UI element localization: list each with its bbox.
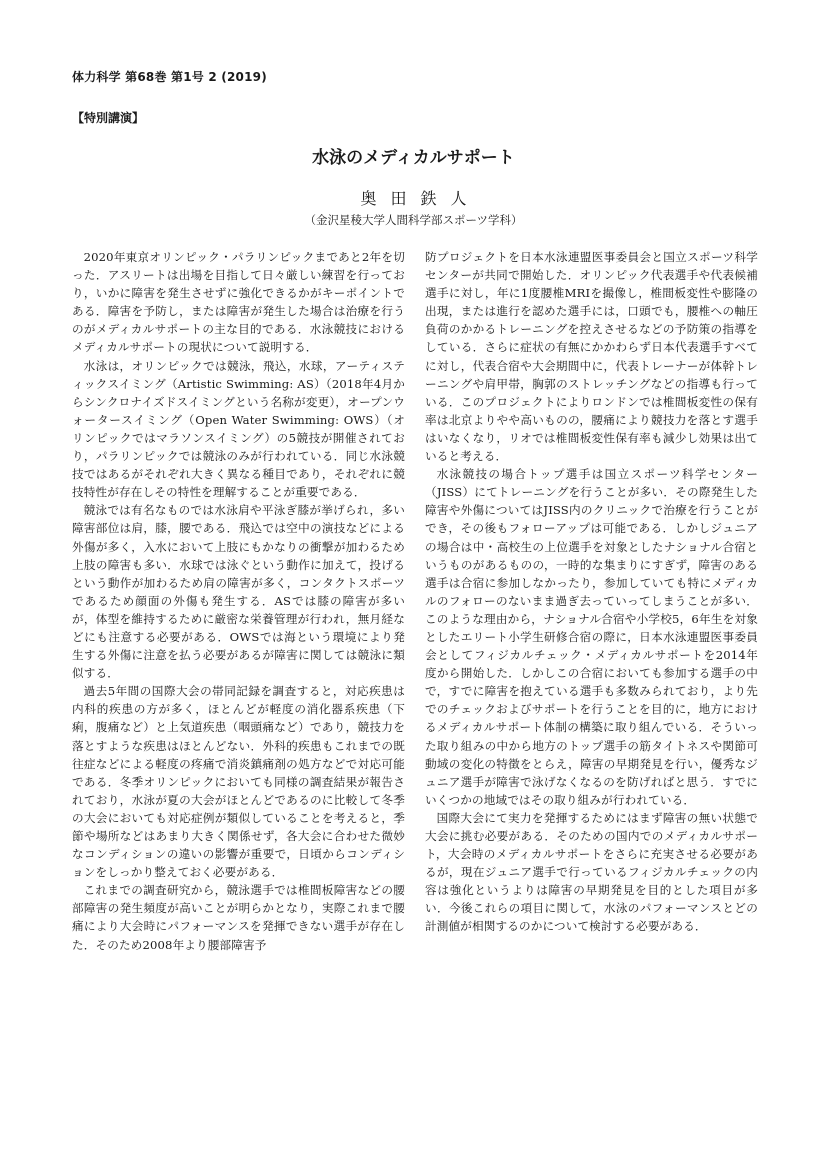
body-paragraph: 水泳競技の場合トップ選手は国立スポーツ科学センター（JISS）にてトレーニングを行うことが多い．その際発生した障害や外傷についてはJISS内のクリニックで治療を行うことができ，その後もフォローアップは可能である．しかしジュニアの場合は中・高校生の上位選手を対象としたナショナル合宿というものがあるものの，一時的な集まりにすぎず，障害のある選手は合宿に参加しなかったり，参加していても特にメディカルのフォローのないまま過ぎ去っていってしまうことが多い．このような理由から，ナショナル合宿や小学校5，6年生を対象としたエリート小学生研修合宿の際に，日本水泳連盟医事委員会としてフィジカルチェック・メディカルサポートを2014年度から開始した．しかしこの合宿においても参加する選手の中で，すでに障害を抱えている選手も多数みられており，より先でのチェックおよびサポートを行うことを目的に，地方におけるメディカルサポート体制の構築に取り組んでいる．そういった取り組みの中から地方のトップ選手の筋タイトネスや関節可動域の変化の特徴をとらえ，障害の早期発見を行い，優秀なジュニア選手が障害で泳げなくなるのを防げればと思う．すでにいくつかの地域ではその取り組みが行われている． (425, 467, 758, 807)
body-paragraph: 競泳では有名なものでは水泳肩や平泳ぎ膝が挙げられ，多い障害部位は肩，膝，腰である．飛込では空中の演技などによる外傷が多く，入水において上肢にもかなりの衝撃が加わるため上肢の障害も多い．水球では泳ぐという動作に加えて，投げるという動作が加わるため肩の障害が多く，コンタクトスポーツであるため顔面の外傷も発生する．ASでは膝の障害が多いが，体型を維持するために厳密な栄養管理が行われ，無月経などにも注意する必要がある．OWSでは海という環境により発生する外傷に注意を払う必要があるが障害に関しては競泳に類似する． (72, 503, 405, 681)
body-paragraph: これまでの調査研究から，競泳選手では椎間板障害などの腰部障害の発生頻度が高いことが明らかとなり，実際これまで腰痛により大会時にパフォーマンスを発揮できない選手が存在した．そのため2008年より腰部障害予 (72, 883, 405, 952)
author-name: 奥田鉄人 (360, 189, 481, 208)
body-column-right (425, 248, 758, 936)
body-paragraph: 過去5年間の国際大会の帯同記録を調査すると，対応疾患は内科的疾患の方が多く，ほとんどが軽度の消化器系疾患（下痢，腹痛など）と上気道疾患（咽頭痛など）であり，競技力を落とすような疾患はほとんどない．外科的疾患もこれまでの既往症などによる軽度の疼痛で消炎鎮痛剤の処方などで対応可能である．冬季オリンピックにおいても同様の調査結果が報告されており，水泳が夏の大会がほとんどであるのに比較して冬季の大会においても対応症例が類似していることを考えると，季節や場所などはあまり大きく関係せず，各大会に合わせた微妙なコンディションの違いの影響が重要で，日頃からコンディションをしっかり整えておく必要がある． (72, 684, 405, 880)
journal-header: 体力科学 第68巻 第1号 2 (2019) (72, 70, 267, 84)
body-paragraph-continued: 防プロジェクトを日本水泳連盟医事委員会と国立スポーツ科学センターが共同で開始した．オリンピック代表選手や代表候補選手に対し，年に1度腰椎MRIを撮像し，椎間板変性や膨隆の出現，または進行を認めた選手には，口頭でも，腰椎への軸圧負荷のかかるトレーニングを控えさせるなどの予防策の指導をしている．さらに症状の有無にかかわらず日本代表選手すべてに対し，代表合宿や大会期間中に，代表トレーナーが体幹トレーニングや肩甲帯，胸郭のストレッチングなどの指導も行っている．このプロジェクトによりロンドンでは椎間板変性の保有率は北京よりやや高いものの，腰痛により競技力を落とす選手はいなくなり，リオでは椎間板変性保有率も減少し効果は出ていると考える． (425, 250, 758, 464)
body-paragraph: 水泳は，オリンピックでは競泳，飛込，水球，アーティスティックスイミング（Artistic Swimming: AS）（2018年4月からシンクロナイズドスイミングという名称が変更），オープンウォータースイミング（Open Water Swimming: OWS）（オリンピックではマラソンスイミング）の5競技が開催されており，パラリンピックでは競泳のみが行われている．同じ水泳競技ではあるがそれぞれ大きく異なる種目であり，それぞれに競技特性が存在しその特性を理解することが重要である． (72, 358, 405, 500)
article-title: 水泳のメディカルサポート (312, 148, 515, 168)
body-paragraph: 国際大会にて実力を発揮するためにはまず障害の無い状態で大会に挑む必要がある．そのための国内でのメディカルサポート，大会時のメディカルサポートをさらに充実させる必要があるが，現在ジュニア選手で行っているフィジカルチェックの内容は強化というよりは障害の早期発見を目的とした項目が多い．今後これらの項目に関して，水泳のパフォーマンスとどの計測値が相関するのかについて検討する必要がある． (425, 810, 758, 934)
body-column-left (72, 248, 405, 954)
author-affiliation: （金沢星稜大学人間科学部スポーツ学科） (304, 213, 523, 227)
body-paragraph: 2020年東京オリンピック・パラリンピックまであと2年を切った．アスリートは出場を目指して日々厳しい練習を行っており，いかに障害を発生させずに強化できるかがキーポイントである．障害を予防し，または障害が発生した場合は治療を行うのがメディカルサポートの主な目的である．水泳競技におけるメディカルサポートの現状について説明する． (72, 250, 405, 355)
article-category: 【特別講演】 (72, 111, 145, 125)
